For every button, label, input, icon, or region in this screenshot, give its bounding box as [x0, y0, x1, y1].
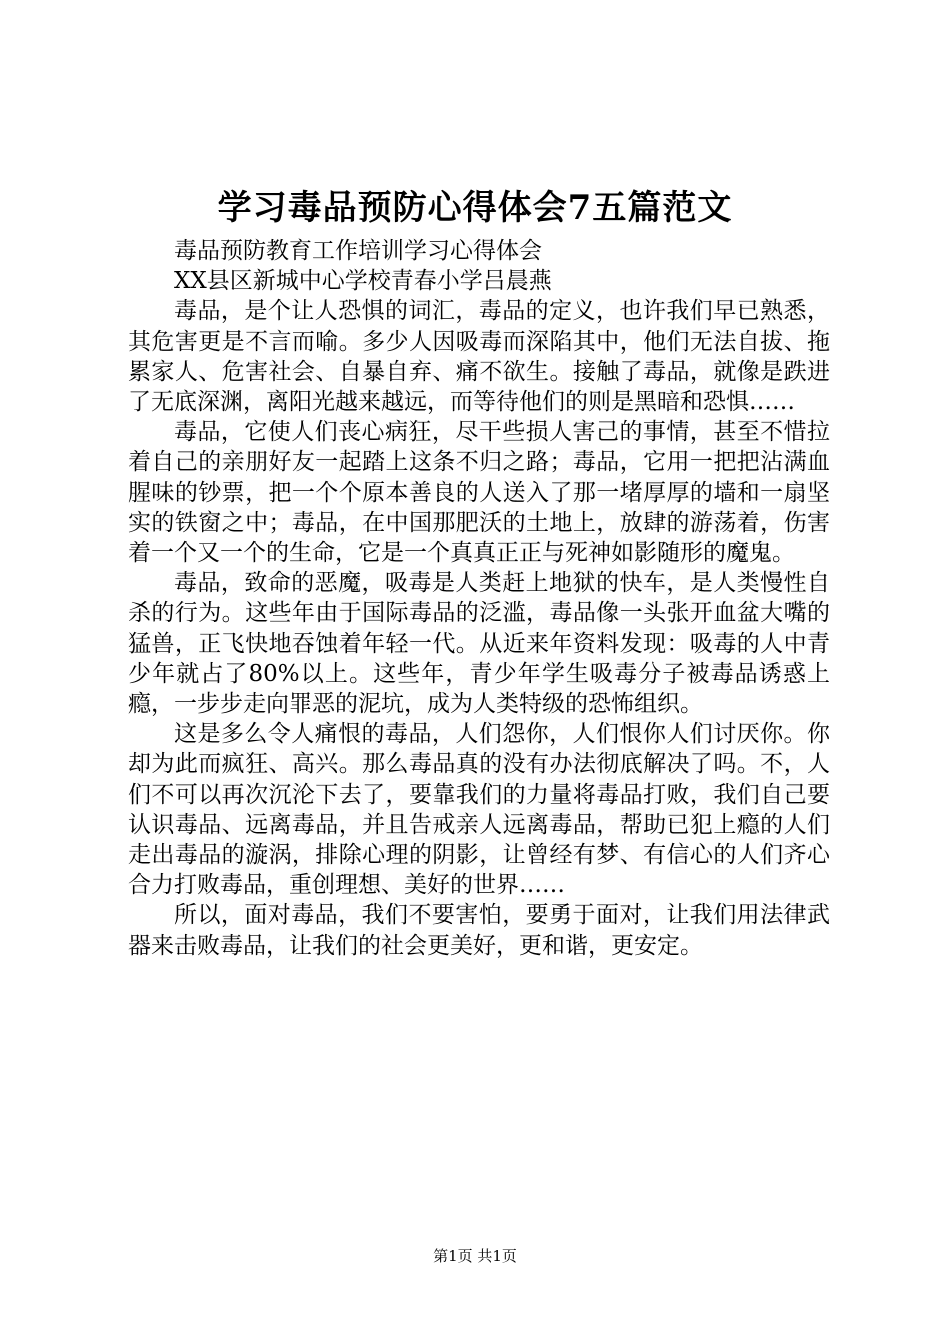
paragraph: 毒品，致命的恶魔，吸毒是人类赶上地狱的快车，是人类慢性自杀的行为。这些年由于国际毒品的泛滥，毒品像一头张开血盆大嘴的猛兽，正飞快地吞蚀着年轻一代。从近来年资料发现：吸毒的人中青少年就占了80%以上。这些年，青少年学生吸毒分子被毒品诱惑上瘾，一步步走向罪恶的泥坑，成为人类特级的恐怖组织。 — [128, 570, 830, 718]
paragraph: 毒品，是个让人恐惧的词汇，毒品的定义，也许我们早已熟悉，其危害更是不言而喻。多少人因吸毒而深陷其中，他们无法自拔、拖累家人、危害社会、自暴自弃、痛不欲生。接触了毒品，就像是跌进了无底深渊，离阳光越来越远，而等待他们的则是黑暗和恐惧…… — [128, 298, 830, 416]
paragraph: 所以，面对毒品，我们不要害怕，要勇于面对，让我们用法律武器来击败毒品，让我们的社会更美好，更和谐，更安定。 — [128, 902, 830, 959]
document-title: 学习毒品预防心得体会7五篇范文 — [217, 188, 733, 228]
paragraph: 毒品，它使人们丧心病狂，尽干些损人害己的事情，甚至不惜拉着自己的亲朋好友一起踏上这条不归之路；毒品，它用一把把沾满血腥味的钞票，把一个个原本善良的人送入了那一堵厚厚的墙和一扇坚实的铁窗之中；毒品，在中国那肥沃的土地上，放肆的游荡着，伤害着一个又一个的生命，它是一个真真正正与死神如影随形的魔鬼。 — [128, 419, 830, 567]
document-body — [128, 236, 830, 961]
paragraph-heading: 毒品预防教育工作培训学习心得体会 — [174, 238, 542, 264]
page-footer: 第1页 共1页 — [433, 1247, 517, 1265]
paragraph: 这是多么令人痛恨的毒品，人们怨你，人们恨你人们讨厌你。你却为此而疯狂、高兴。那么毒品真的没有办法彻底解决了吗。不，人们不可以再次沉沦下去了，要靠我们的力量将毒品打败，我们自己要认识毒品、远离毒品，并且告戒亲人远离毒品，帮助已犯上瘾的人们走出毒品的漩涡，排除心理的阴影，让曾经有梦、有信心的人们齐心合力打败毒品，重创理想、美好的世界…… — [128, 721, 830, 899]
paragraph-author: XX县区新城中心学校青春小学吕晨燕 — [174, 268, 552, 295]
